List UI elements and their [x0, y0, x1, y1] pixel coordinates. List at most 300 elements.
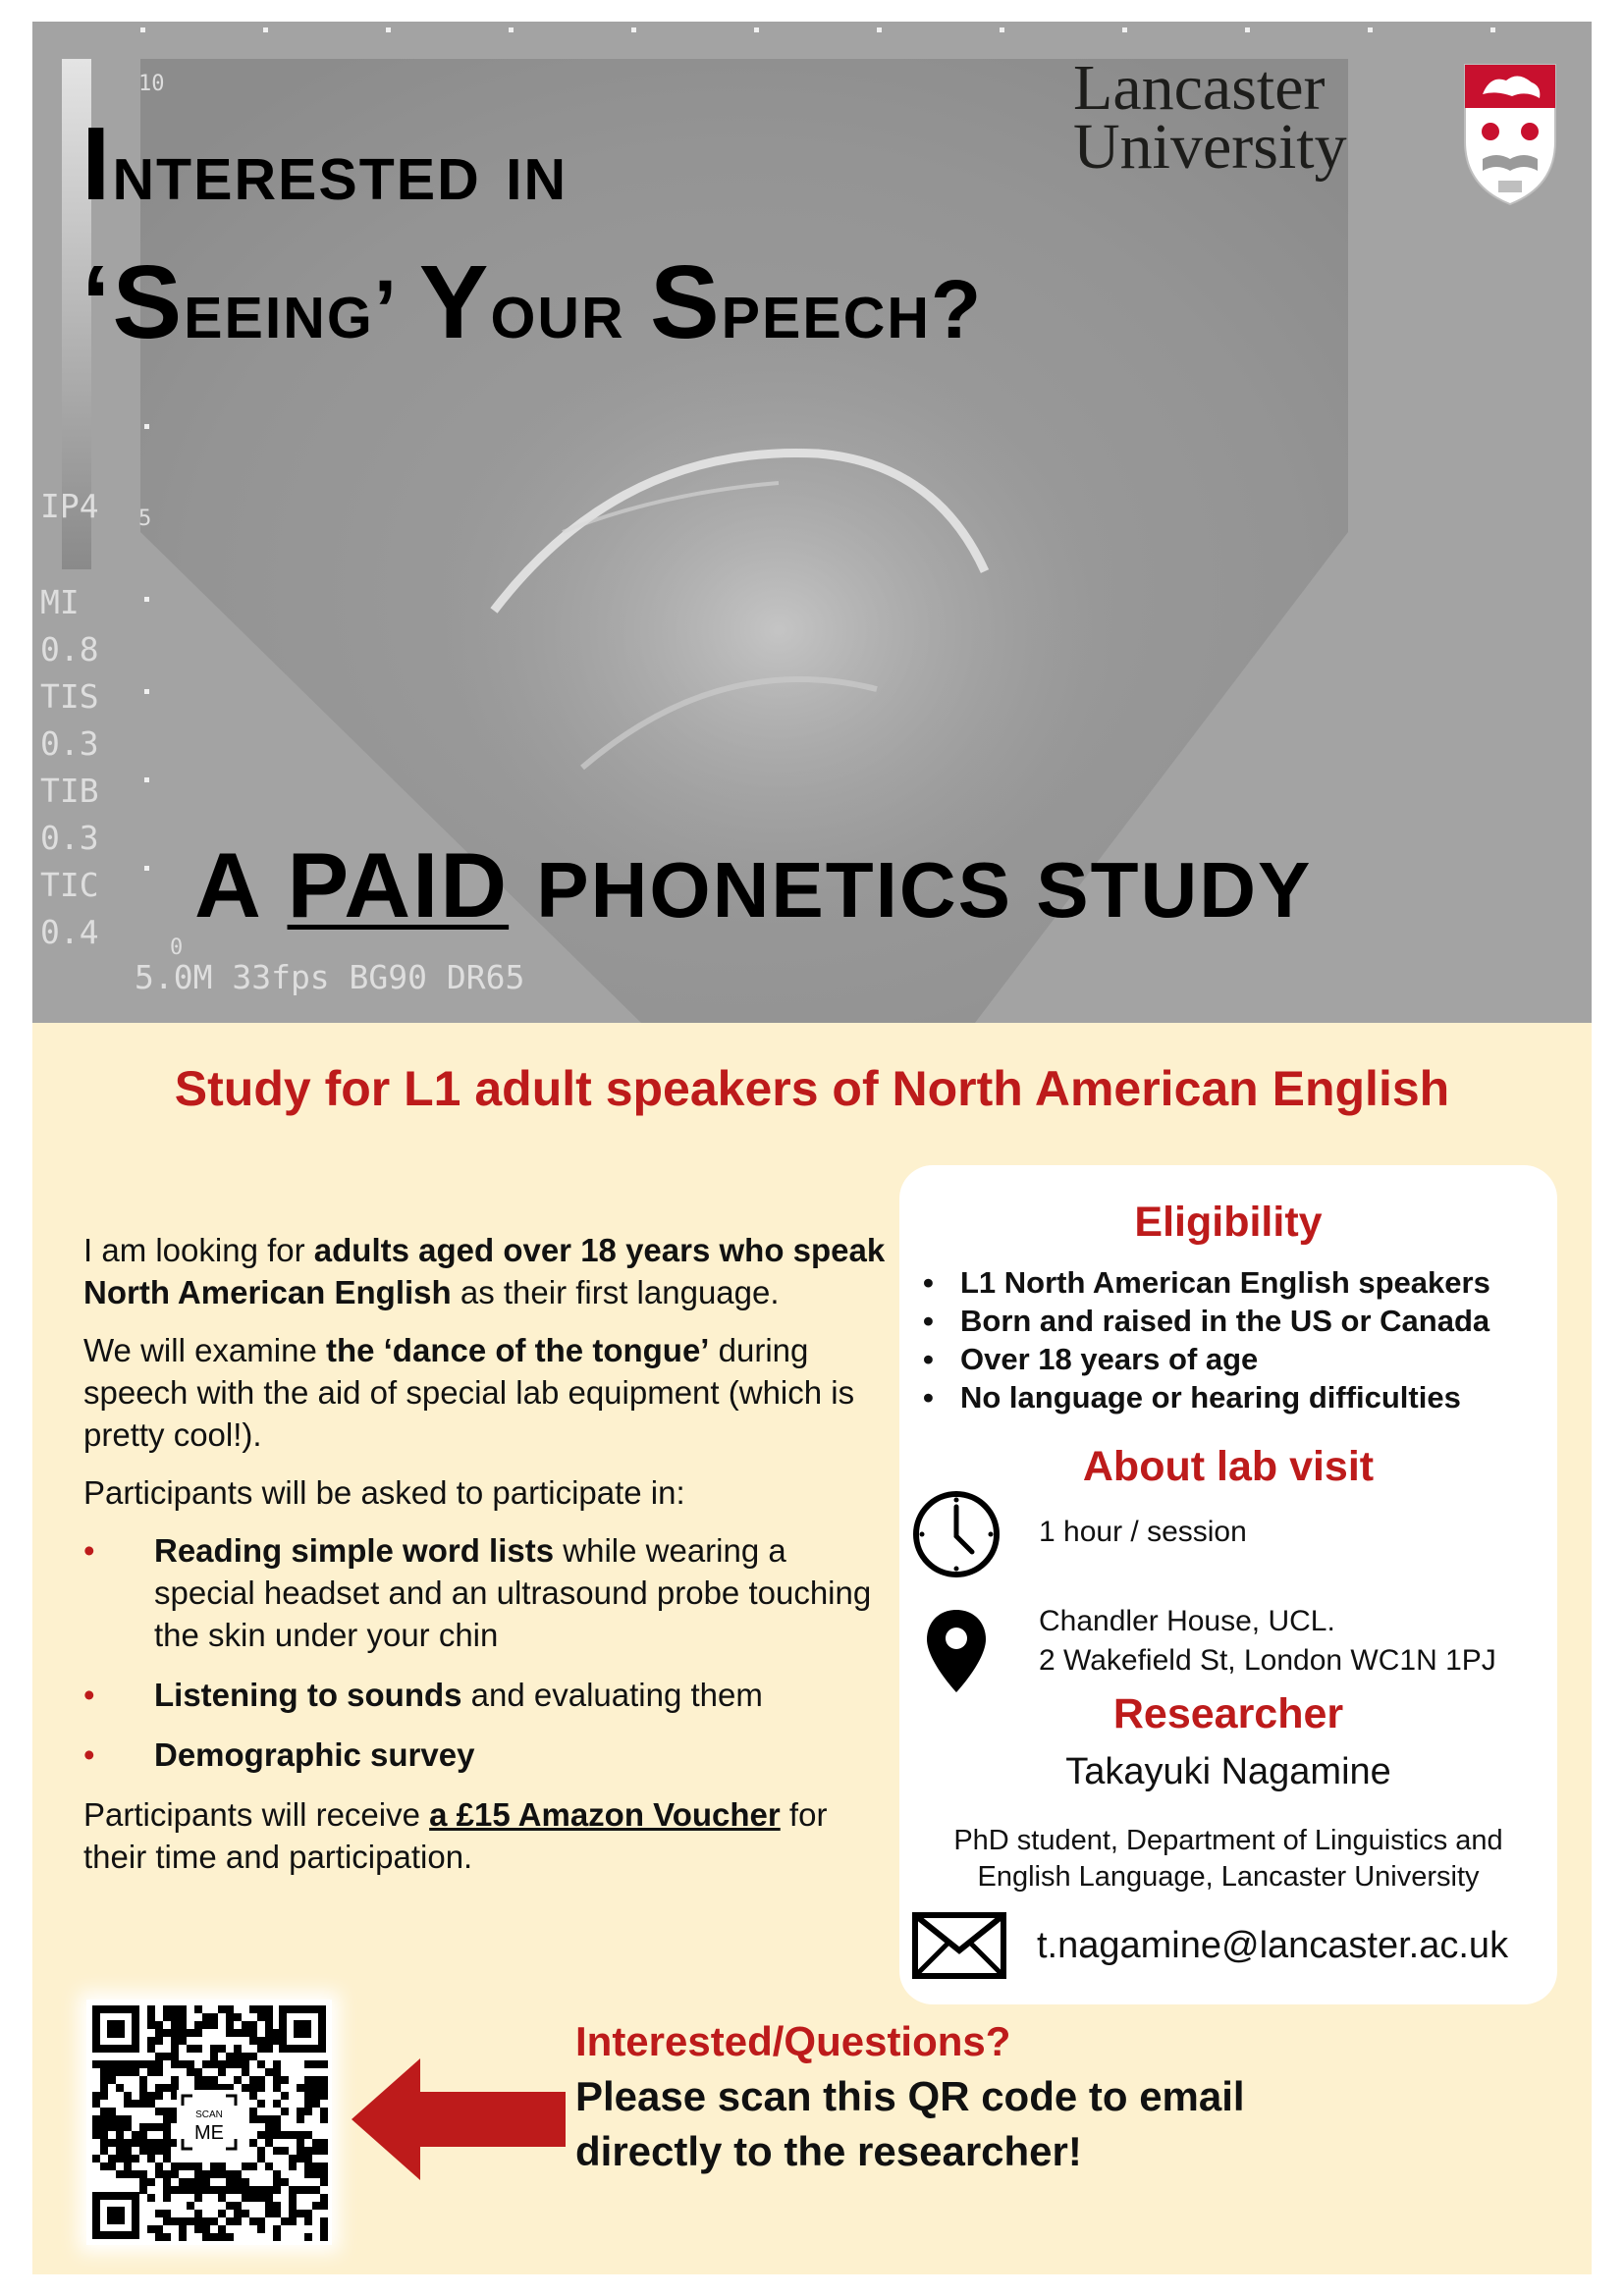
qr-module	[163, 2013, 171, 2021]
qr-module	[281, 2178, 289, 2186]
qr-module	[139, 2100, 147, 2108]
qr-module	[155, 2053, 163, 2060]
qr-module	[187, 2217, 194, 2225]
qr-module	[92, 2092, 100, 2100]
qr-module	[265, 2068, 273, 2076]
qr-module	[281, 2108, 289, 2115]
qr-module	[249, 2163, 257, 2170]
qr-module	[312, 2163, 320, 2170]
qr-module	[92, 2131, 100, 2139]
qr-module	[320, 2139, 328, 2147]
qr-module	[171, 2170, 179, 2178]
qr-module	[257, 2217, 265, 2225]
qr-module	[257, 2100, 265, 2108]
qr-module	[163, 2147, 171, 2155]
headline-line-1	[81, 98, 983, 237]
qr-module	[226, 2233, 234, 2241]
qr-module	[179, 2021, 187, 2029]
qr-module	[155, 2170, 163, 2178]
qr-module	[139, 2186, 147, 2194]
qr-module	[163, 2210, 171, 2217]
qr-module	[297, 2084, 304, 2092]
qr-module	[218, 2186, 226, 2194]
qr-module	[273, 2202, 281, 2210]
qr-module	[116, 2115, 124, 2123]
qr-module	[171, 2060, 179, 2068]
task-rest: while wearing a special headset and an ultrasound probe touching the skin under your chin	[154, 1532, 872, 1653]
qr-module	[304, 2131, 312, 2139]
eligibility-list	[919, 1263, 1490, 1416]
qr-module	[116, 2155, 124, 2163]
qr-module	[100, 2076, 108, 2084]
qr-module	[163, 2139, 171, 2147]
qr-module	[304, 2210, 312, 2217]
intro-p2-bold: the ‘dance of the tongue’	[325, 1332, 710, 1368]
eligibility-title: Eligibility	[1134, 1199, 1323, 1246]
qr-module	[257, 2084, 265, 2092]
qr-module	[179, 2163, 187, 2170]
qr-module	[155, 2092, 163, 2100]
qr-module	[257, 2013, 265, 2021]
qr-module	[210, 2021, 218, 2029]
qr-module	[312, 2092, 320, 2100]
depth-marker-0: 0	[170, 935, 184, 960]
qr-module	[179, 2013, 187, 2021]
qr-module	[194, 2225, 202, 2233]
qr-module	[202, 2021, 210, 2029]
qr-module	[304, 2060, 312, 2068]
qr-module	[257, 2076, 265, 2084]
task-item-listening	[83, 1674, 889, 1716]
qr-module	[139, 2147, 147, 2155]
qr-module	[139, 2092, 147, 2100]
qr-module	[116, 2170, 124, 2178]
qr-module	[273, 2100, 281, 2108]
qr-module	[155, 2060, 163, 2068]
depth-marker-10: 10	[138, 72, 165, 96]
qr-module	[226, 2170, 234, 2178]
qr-module	[187, 2178, 194, 2186]
qr-module	[147, 2005, 155, 2013]
qr-module	[194, 2076, 202, 2084]
qr-module	[320, 2076, 328, 2084]
qr-module	[265, 2123, 273, 2131]
qr-module	[265, 2037, 273, 2045]
qr-module	[226, 2021, 234, 2029]
qr-module	[273, 2147, 281, 2155]
qr-module	[273, 2060, 281, 2068]
qr-module	[147, 2100, 155, 2108]
qr-module	[108, 2163, 116, 2170]
qr-module	[179, 2060, 187, 2068]
eligibility-item: • No language or hearing difficulties	[919, 1378, 1490, 1416]
qr-module	[108, 2139, 116, 2147]
qr-module	[100, 2163, 108, 2170]
qr-module	[242, 2194, 249, 2202]
qr-module	[139, 2131, 147, 2139]
qr-module	[179, 2178, 187, 2186]
qr-module	[147, 2060, 155, 2068]
qr-module	[257, 2060, 265, 2068]
qr-module	[108, 2108, 116, 2115]
researcher-title: Researcher	[1112, 1690, 1344, 1737]
qr-module	[147, 2139, 155, 2147]
qr-module	[155, 2210, 163, 2217]
qr-module	[171, 2186, 179, 2194]
qr-module	[147, 2037, 155, 2045]
qr-module	[257, 2115, 265, 2123]
qr-module	[265, 2163, 273, 2170]
qr-module	[139, 2170, 147, 2178]
qr-module	[257, 2225, 265, 2233]
qr-module	[155, 2233, 163, 2241]
qr-module	[249, 2139, 257, 2147]
qr-module	[163, 2053, 171, 2060]
task-rest: and evaluating them	[461, 1677, 763, 1713]
qr-module	[124, 2147, 132, 2155]
qr-module	[234, 2045, 242, 2053]
qr-module	[202, 2233, 210, 2241]
qr-module	[155, 2147, 163, 2155]
qr-code[interactable]	[86, 2000, 332, 2245]
qr-module	[147, 2123, 155, 2131]
qr-module	[147, 2021, 155, 2029]
paid-study-heading	[194, 831, 1312, 944]
qr-module	[320, 2178, 328, 2186]
qr-module	[226, 2178, 234, 2186]
qr-module	[132, 2131, 139, 2139]
cta-line-2: directly to the researcher!	[575, 2128, 1082, 2174]
qr-module	[194, 2021, 202, 2029]
qr-module	[139, 2123, 147, 2131]
qr-module	[108, 2123, 116, 2131]
duration-text: 1 hour / session	[1039, 1516, 1247, 1548]
qr-code-image[interactable]	[86, 2000, 332, 2245]
qr-module	[265, 2029, 273, 2037]
qr-module	[273, 2084, 281, 2092]
qr-module	[163, 2186, 171, 2194]
qr-module	[132, 2060, 139, 2068]
qr-module	[289, 2217, 297, 2225]
qr-module	[265, 2186, 273, 2194]
qr-module	[249, 2108, 257, 2115]
email-row	[911, 1911, 1508, 1980]
qr-module	[124, 2100, 132, 2108]
qr-module	[289, 2202, 297, 2210]
qr-module	[202, 2013, 210, 2021]
researcher-email[interactable]: t.nagamine@lancaster.ac.uk	[1037, 1924, 1509, 1966]
qr-module	[226, 2217, 234, 2225]
qr-module	[179, 2037, 187, 2045]
qr-module	[304, 2217, 312, 2225]
poster	[32, 22, 1592, 2274]
qr-module	[320, 2060, 328, 2068]
qr-module	[320, 2115, 328, 2123]
ultrasound-footer: 5.0M 33fps BG90 DR65	[135, 958, 525, 996]
intro-p2-end: during speech with the aid of special lab equipment (which is pretty cool!).	[83, 1332, 855, 1453]
qr-module	[171, 2013, 179, 2021]
qr-module	[304, 2076, 312, 2084]
qr-module	[194, 2217, 202, 2225]
qr-module	[312, 2076, 320, 2084]
qr-module	[273, 2210, 281, 2217]
qr-module	[234, 2170, 242, 2178]
qr-module	[163, 2217, 171, 2225]
qr-module	[273, 2115, 281, 2123]
qr-module	[249, 2115, 257, 2123]
qr-module	[265, 2202, 273, 2210]
qr-module	[218, 2068, 226, 2076]
qr-module	[257, 2155, 265, 2163]
location-text	[1039, 1602, 1496, 1681]
qr-module	[116, 2147, 124, 2155]
qr-module	[210, 2233, 218, 2241]
qr-module	[312, 2186, 320, 2194]
qr-module	[202, 2217, 210, 2225]
qr-module	[124, 2092, 132, 2100]
lab-visit-title: About lab visit	[1082, 1443, 1375, 1490]
task-bold: Reading simple word lists	[154, 1532, 555, 1569]
qr-module	[179, 2005, 187, 2013]
qr-module	[116, 2068, 124, 2076]
qr-module	[202, 2186, 210, 2194]
qr-module	[100, 2131, 108, 2139]
researcher-role	[899, 1823, 1557, 1896]
qr-module	[242, 2029, 249, 2037]
qr-module	[187, 2186, 194, 2194]
reward-voucher: a £15 Amazon Voucher	[429, 1796, 781, 1833]
task-item-reading	[83, 1529, 889, 1656]
qr-module	[163, 2170, 171, 2178]
qr-module	[297, 2186, 304, 2194]
qr-module	[92, 2100, 100, 2108]
bullet-icon: •	[83, 1532, 95, 1569]
qr-module	[273, 2170, 281, 2178]
qr-module	[139, 2060, 147, 2068]
qr-module	[163, 2084, 171, 2092]
headline-word-speech: peech?	[721, 263, 984, 355]
headline-cap-i: I	[81, 106, 113, 222]
qr-module	[171, 2045, 179, 2053]
qr-module	[155, 2108, 163, 2115]
qr-module	[171, 2163, 179, 2170]
lancaster-university-logo	[1073, 52, 1564, 236]
qr-module	[187, 2045, 194, 2053]
qr-module	[218, 2233, 226, 2241]
eligibility-item: • Born and raised in the US or Canada	[919, 1302, 1490, 1340]
qr-module	[194, 2068, 202, 2076]
intro-p1-bold: adults aged over 18 years who speak North American English	[83, 1232, 886, 1310]
qr-module	[273, 2123, 281, 2131]
qr-module	[187, 2202, 194, 2210]
qr-module	[171, 2217, 179, 2225]
info-card	[899, 1165, 1557, 2004]
clock-icon	[911, 1489, 1001, 1579]
qr-module	[163, 2233, 171, 2241]
intro-p2-text: We will examine	[83, 1332, 326, 1368]
university-crest-icon	[1461, 61, 1559, 208]
qr-module	[226, 2029, 234, 2037]
qr-module	[281, 2092, 289, 2100]
qr-module	[171, 2005, 179, 2013]
qr-module	[234, 2210, 242, 2217]
qr-module	[100, 2123, 108, 2131]
qr-module	[226, 2060, 234, 2068]
headline-word-interested: nterested in	[112, 125, 568, 217]
bullet-icon: •	[83, 1736, 95, 1773]
qr-module	[218, 2225, 226, 2233]
qr-module	[108, 2155, 116, 2163]
qr-module	[242, 2053, 249, 2060]
qr-module	[304, 2163, 312, 2170]
task-bold: Demographic survey	[154, 1736, 475, 1773]
qr-module	[218, 2060, 226, 2068]
qr-module	[194, 2163, 202, 2170]
qr-module	[147, 2045, 155, 2053]
qr-module	[257, 2005, 265, 2013]
qr-module	[257, 2037, 265, 2045]
qr-module	[257, 2194, 265, 2202]
qr-module	[249, 2092, 257, 2100]
qr-label-scan: SCAN	[195, 2109, 223, 2120]
qr-module	[320, 2202, 328, 2210]
qr-module	[139, 2178, 147, 2186]
qr-module	[210, 2186, 218, 2194]
intro-paragraph-3: Participants will be asked to participate in:	[83, 1474, 685, 1511]
qr-module	[194, 2005, 202, 2013]
qr-module	[226, 2186, 234, 2194]
qr-module	[226, 2005, 234, 2013]
qr-module	[249, 2186, 257, 2194]
qr-module	[100, 2147, 108, 2155]
qr-module	[320, 2170, 328, 2178]
qr-module	[226, 2013, 234, 2021]
ultrasound-params: MI 0.8 TIS 0.3 TIB 0.3 TIC 0.4	[40, 583, 99, 951]
location-pin-icon	[911, 1606, 1001, 1696]
qr-module	[320, 2163, 328, 2170]
qr-module	[257, 2045, 265, 2053]
qr-module	[194, 2186, 202, 2194]
qr-module	[265, 2115, 273, 2123]
qr-module	[234, 2013, 242, 2021]
qr-module	[163, 2115, 171, 2123]
headline-line-2	[81, 237, 983, 375]
qr-module	[265, 2005, 273, 2013]
qr-module	[210, 2045, 218, 2053]
qr-module	[124, 2139, 132, 2147]
qr-module	[226, 2053, 234, 2060]
qr-module	[155, 2021, 163, 2029]
qr-module	[242, 2163, 249, 2170]
call-to-action	[575, 2014, 1245, 2179]
qr-module	[124, 2163, 132, 2170]
qr-module	[320, 2147, 328, 2155]
qr-module	[242, 2210, 249, 2217]
researcher-role-line-2: English Language, Lancaster University	[977, 1861, 1480, 1893]
qr-module	[147, 2092, 155, 2100]
qr-module	[234, 2053, 242, 2060]
study-description	[83, 1229, 889, 1894]
qr-module	[312, 2139, 320, 2147]
qr-module	[194, 2045, 202, 2053]
reward-text: Participants will receive	[83, 1796, 430, 1833]
location-row	[911, 1602, 1496, 1696]
qr-module	[187, 2163, 194, 2170]
qr-module	[257, 2147, 265, 2155]
qr-module	[147, 2178, 155, 2186]
qr-module	[100, 2139, 108, 2147]
qr-module	[155, 2225, 163, 2233]
qr-module	[234, 2186, 242, 2194]
qr-module	[202, 2076, 210, 2084]
qr-module	[116, 2084, 124, 2092]
qr-module	[312, 2202, 320, 2210]
qr-module	[92, 2123, 100, 2131]
qr-module	[187, 2068, 194, 2076]
qr-module	[281, 2076, 289, 2084]
qr-module	[234, 2178, 242, 2186]
qr-module	[194, 2029, 202, 2037]
qr-module	[194, 2210, 202, 2217]
qr-module	[242, 2084, 249, 2092]
qr-module	[265, 2139, 273, 2147]
qr-module	[179, 2186, 187, 2194]
qr-module	[257, 2131, 265, 2139]
qr-module	[249, 2076, 257, 2084]
qr-module	[210, 2053, 218, 2060]
qr-module	[147, 2013, 155, 2021]
qr-module	[100, 2068, 108, 2076]
qr-module	[320, 2217, 328, 2225]
qr-module	[304, 2155, 312, 2163]
qr-module	[304, 2233, 312, 2241]
qr-module	[187, 2060, 194, 2068]
qr-module	[234, 2060, 242, 2068]
qr-module	[147, 2194, 155, 2202]
qr-module	[124, 2155, 132, 2163]
logo-line-2: University	[1073, 111, 1347, 183]
researcher-name: Takayuki Nagamine	[1065, 1751, 1391, 1792]
cta-line-1: Please scan this QR code to email	[575, 2073, 1245, 2119]
qr-module	[210, 2217, 218, 2225]
qr-module	[218, 2170, 226, 2178]
qr-module	[108, 2060, 116, 2068]
qr-module	[249, 2021, 257, 2029]
qr-module	[171, 2029, 179, 2037]
qr-module	[139, 2139, 147, 2147]
reward-paragraph	[83, 1793, 889, 1878]
qr-module	[249, 2217, 257, 2225]
reward-end: for their time and participation.	[83, 1796, 828, 1875]
qr-module	[218, 2210, 226, 2217]
qr-module	[155, 2068, 163, 2076]
qr-module	[147, 2155, 155, 2163]
ultrasound-hero	[32, 22, 1592, 1023]
qr-module	[108, 2076, 116, 2084]
qr-module	[304, 2084, 312, 2092]
task-list	[83, 1529, 889, 1776]
qr-module	[265, 2131, 273, 2139]
qr-module	[124, 2115, 132, 2123]
qr-module	[155, 2029, 163, 2037]
qr-module	[100, 2108, 108, 2115]
qr-module	[281, 2217, 289, 2225]
qr-module	[265, 2021, 273, 2029]
qr-module	[304, 2170, 312, 2178]
headline-cap-s1: ‘S	[81, 244, 185, 360]
qr-module	[304, 2108, 312, 2115]
qr-module	[210, 2076, 218, 2084]
